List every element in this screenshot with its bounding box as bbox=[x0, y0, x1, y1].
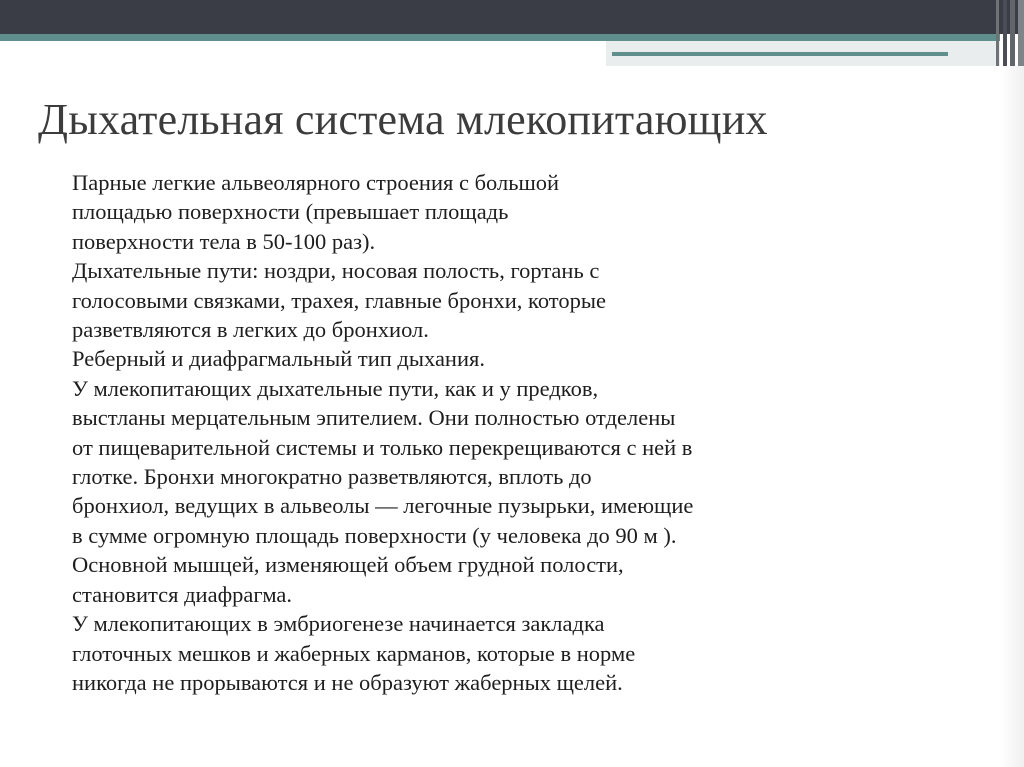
body-line: Реберный и диафрагмальный тип дыхания. bbox=[72, 346, 485, 372]
body-line: голосовыми связками, трахея, главные бронхи, которые bbox=[72, 287, 606, 313]
body-line: бронхиол, ведущих в альвеолы — легочные пузырьки, имеющие bbox=[72, 493, 694, 519]
body-line: глотке. Бронхи многократно разветвляются, вплоть до bbox=[72, 464, 592, 490]
body-line: поверхности тела в 50-100 раз). bbox=[72, 228, 376, 254]
body-line: разветвляются в легких до бронхиол. bbox=[72, 317, 429, 343]
corner-stripe bbox=[996, 0, 999, 66]
body-line: Парные легкие альвеолярного строения с большой bbox=[72, 170, 560, 195]
corner-stripe bbox=[1018, 0, 1024, 66]
body-line: Основной мышцей, изменяющей объем грудной полости, bbox=[72, 552, 624, 578]
corner-stripe bbox=[1010, 0, 1015, 66]
body-line: У млекопитающих в эмбриогенезе начинается закладка bbox=[72, 611, 605, 637]
body-line: становится диафрагма. bbox=[72, 581, 293, 607]
corner-stripe bbox=[1003, 0, 1007, 66]
body-line: выстланы мерцательным эпителием. Они полностью отделены bbox=[72, 405, 676, 431]
body-line: от пищеварительной системы и только перекрещиваются с ней в bbox=[72, 434, 693, 460]
slide-body bbox=[72, 168, 972, 697]
body-line: Дыхательные пути: ноздри, носовая полость, гортань с bbox=[72, 258, 600, 284]
body-line: площадью поверхности (превышает площадь bbox=[72, 199, 509, 225]
body-line: в сумме огромную площадь поверхности (у человека до 90 м ). bbox=[72, 522, 677, 548]
header-accent-line bbox=[0, 34, 1000, 41]
body-line: глоточных мешков и жаберных карманов, которые в норме bbox=[72, 640, 636, 666]
body-line: У млекопитающих дыхательные пути, как и у предков, bbox=[72, 375, 599, 401]
body-line: никогда не прорываются и не образуют жаберных щелей. bbox=[72, 669, 623, 695]
slide-title: Дыхательная система млекопитающих bbox=[38, 95, 768, 144]
header-accent-stripe bbox=[612, 52, 948, 56]
right-edge-shadow bbox=[1000, 66, 1024, 767]
header-band bbox=[0, 0, 1024, 34]
